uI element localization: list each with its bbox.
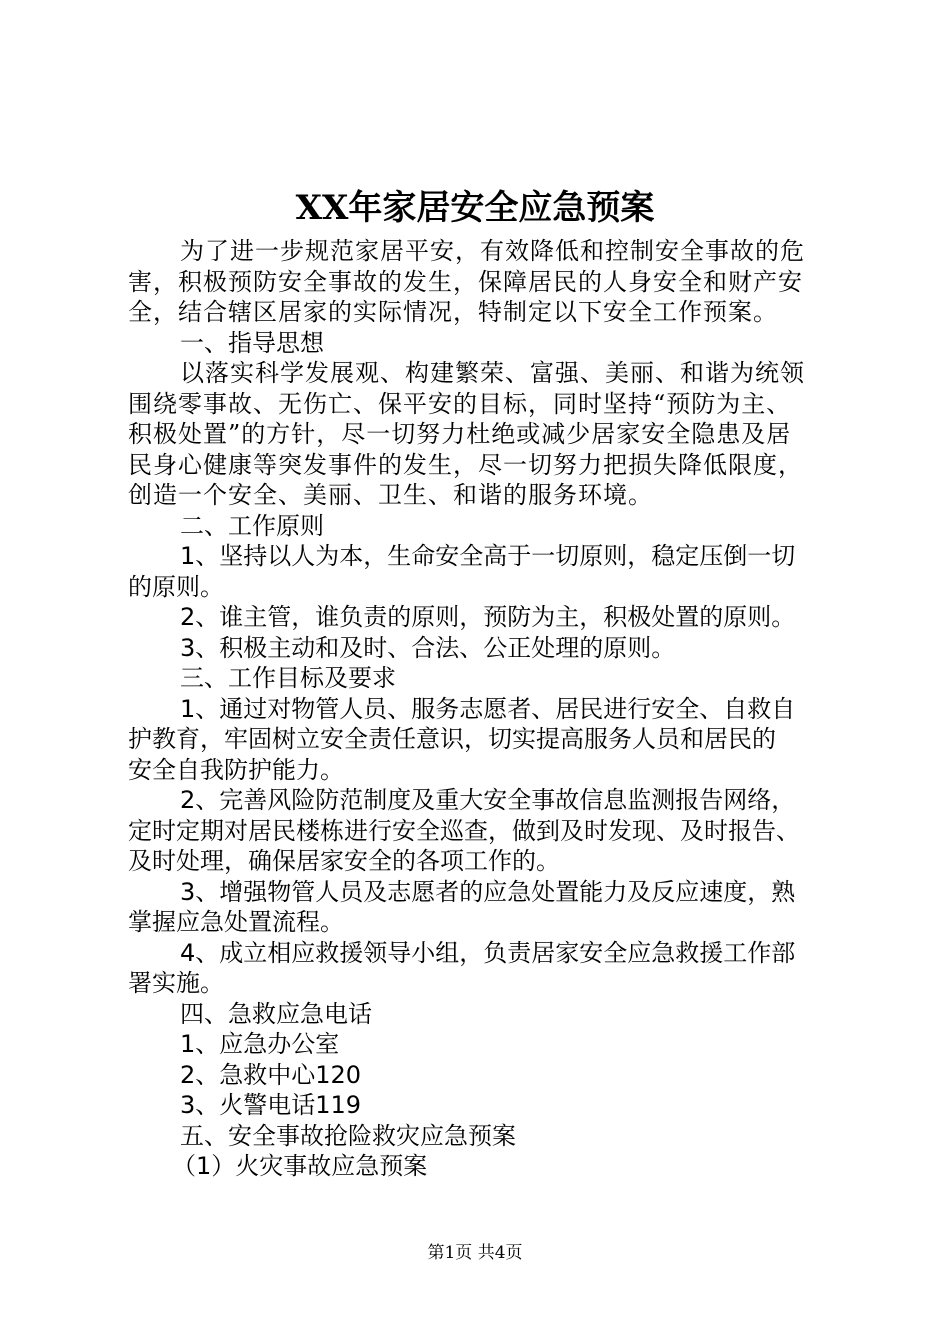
body-line: 及时处理，确保居家安全的各项工作的。 [128,847,560,875]
body-line: 署实施。 [128,969,224,997]
body-line: 害，积极预防安全事故的发生，保障居民的人身安全和财产安 [128,267,803,296]
body-line: 创造一个安全、美丽、卫生、和谐的服务环境。 [128,481,653,509]
body-line: 3、增强物管人员及志愿者的应急处置能力及反应速度，熟 [180,877,796,906]
page-footer: 第1页 共4页 [427,1243,523,1263]
body-line: 1、通过对物管人员、服务志愿者、居民进行安全、自救自 [180,694,796,723]
body-line: 3、积极主动和及时、合法、公正处理的原则。 [180,633,676,662]
body-line: 二、工作原则 [180,511,324,540]
body-line: 安全自我防护能力。 [128,755,344,784]
body-line: 3、火警电话119 [180,1091,362,1119]
body-line: 1、应急办公室 [180,1030,340,1058]
body-line: 的原则。 [128,572,224,601]
body-line: 三、工作目标及要求 [180,664,396,692]
body-line: 五、安全事故抢险救灾应急预案 [180,1121,516,1150]
body-line: 定时定期对居民楼栋进行安全巡查，做到及时发现、及时报告、 [128,816,800,845]
document-title: XX年家居安全应急预案 [295,188,655,228]
body-line: 2、急救中心120 [180,1060,362,1089]
body-line: 积极处置”的方针，尽一切努力杜绝或减少居家安全隐患及居 [128,420,792,448]
document-body [128,236,838,1182]
body-line: 围绕零事故、无伤亡、保平安的目标，同时坚持“预防为主、 [128,389,792,418]
body-line: 4、成立相应救援领导小组，负责居家安全应急救援工作部 [180,938,796,967]
body-line: 四、急救应急电话 [180,999,372,1028]
body-line: 民身心健康等突发事件的发生，尽一切努力把损失降低限度， [128,450,803,479]
body-line: 1、坚持以人为本，生命安全高于一切原则，稳定压倒一切 [180,542,796,570]
body-line: 护教育，牢固树立安全责任意识，切实提高服务人员和居民的 [128,725,776,753]
body-line: 一、指导思想 [180,328,324,357]
body-line: 2、谁主管，谁负责的原则，预防为主，积极处置的原则。 [180,603,796,631]
body-line: 全，结合辖区居家的实际情况，特制定以下安全工作预案。 [128,298,778,326]
body-line: 掌握应急处置流程。 [128,908,344,936]
body-line: 2、完善风险防范制度及重大安全事故信息监测报告网络， [180,786,796,814]
body-line: 以落实科学发展观、构建繁荣、富强、美丽、和谐为统领 [180,359,805,387]
body-line: （1）火灾事故应急预案 [172,1152,428,1180]
body-line: 为了进一步规范家居平安，有效降低和控制安全事故的危 [180,237,805,265]
